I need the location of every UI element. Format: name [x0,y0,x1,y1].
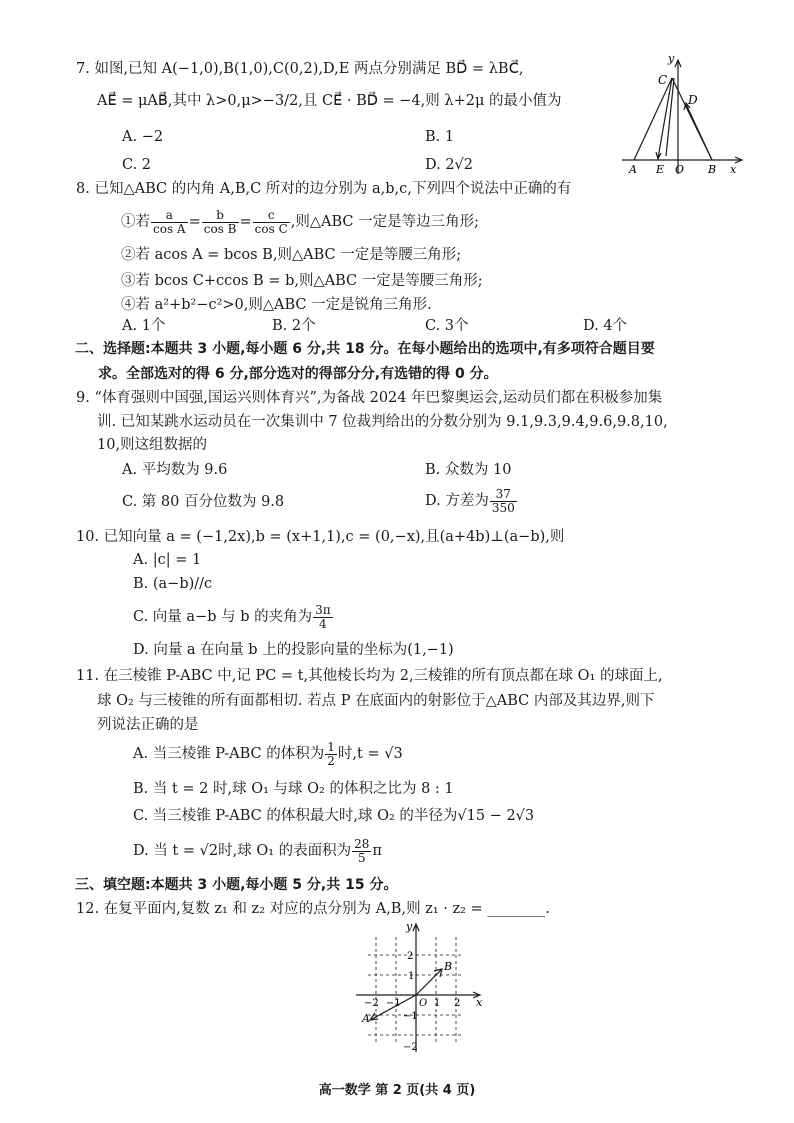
q8-option-d: D. 4个 [583,318,628,334]
q8-s1-frac-c: $\frac{c}{\text{cos C}}$ [254,207,288,236]
q9-line3: 10,则这组数据的 [97,437,208,453]
q8-option-b: B. 2个 [272,318,316,334]
section2-header-line2: 求。全部选对的得 6 分,部分选对的得部分分,有选错的得 0 分。 [98,366,498,382]
page-footer: 高一数学 第 2 页(共 4 页) [318,1083,476,1098]
q7-line2: AE⃗ = μAB⃗,其中 λ>0,μ>−3/2,且 CE⃗ · BD⃗ = −4,则 λ+2μ 的最小值为 [97,93,562,109]
q9-option-d: D. 方差为 $\frac{37}{350}$ [425,486,515,515]
q12-fig-tick-x2: 2 [454,998,461,1009]
q10-line1: 10. 已知向量 a = (−1,2x),b = (x+1,1),c = (0,−x),且(a+4b)⊥(a−b),则 [76,529,565,545]
q12-figure [350,922,500,1062]
q7-option-b: B. 1 [425,129,455,145]
q12-fig-label-x: x [476,996,483,1009]
q10-option-a: A. |c| = 1 [133,552,202,568]
q7-fig-label-x: x [730,163,737,176]
q11-option-b: B. 当 t = 2 时,球 O₁ 与球 O₂ 的体积之比为 8 : 1 [133,781,454,797]
q11-option-a-frac: $\frac{1}{2}$ [327,739,335,768]
q7-fig-label-y: y [668,56,675,65]
q7-fig-label-o: O [675,163,685,176]
q12-fig-label-b: B [444,960,453,973]
q11-line3: 列说法正确的是 [97,717,199,733]
q9-line2: 训. 已知某跳水运动员在一次集训中 7 位裁判给出的分数分别为 9.1,9.3,9.4,9.6,9.8,10, [97,414,668,430]
q8-s1-prefix: ①若 [121,214,150,230]
q7-fig-label-c: C [658,73,668,87]
q12-fig-tick-x1: 1 [434,998,441,1009]
q11-line2: 球 O₂ 与三棱锥的所有面都相切. 若点 P 在底面内的射影位于△ABC 内部及其边界,则下 [97,693,655,709]
q11-option-d-frac: $\frac{28}{5}$ [354,836,370,865]
q11-option-a: A. 当三棱锥 P-ABC 的体积为 $\frac{1}{2}$ 时,t = √3 [133,739,403,768]
q11-option-d: D. 当 t = √2时,球 O₁ 的表面积为 $\frac{28}{5}$ π [133,836,382,865]
q12-fig-tick-y2: 2 [407,951,414,962]
q11-line1: 11. 在三棱锥 P-ABC 中,记 PC = t,其他棱长均为 2,三棱锥的所有顶点都在球 O₁ 的球面上, [76,668,663,684]
q11-option-c: C. 当三棱锥 P-ABC 的体积最大时,球 O₂ 的半径为√15 − 2√3 [133,808,535,824]
q7-option-c: C. 2 [122,157,152,173]
q12-fig-label-o: O [419,998,428,1009]
section3-header: 三、填空题:本题共 3 小题,每小题 5 分,共 15 分。 [75,877,398,893]
q8-option-c: C. 3个 [425,318,469,334]
q8-option-a: A. 1个 [122,318,166,334]
q9-option-b: B. 众数为 10 [425,462,512,478]
q7-fig-label-b: B [708,163,717,176]
q12-line1: 12. 在复平面内,复数 z₁ 和 z₂ 对应的点分别为 A,B,则 z₁ · z₂ = ________. [76,901,550,917]
q12-fig-label-a: A [362,1012,370,1025]
q8-statement-4: ④若 a²+b²−c²>0,则△ABC 一定是锐角三角形. [121,297,432,313]
q12-fig-tick-y1: 1 [408,971,415,982]
q8-statement-3: ③若 bcos C+ccos B = b,则△ABC 一定是等腰三角形; [121,273,483,289]
q7-fig-label-a: A [629,163,637,176]
q10-option-b: B. (a−b)//c [133,576,213,592]
q7-figure [620,56,745,180]
q9-option-c: C. 第 80 百分位数为 9.8 [122,494,285,510]
q7-line1: 7. 如图,已知 A(−1,0),B(1,0),C(0,2),D,E 两点分别满足 BD⃗ = λBC⃗, [76,61,524,77]
q9-option-a: A. 平均数为 9.6 [122,462,228,478]
q8-statement-2: ②若 acos A = bcos B,则△ABC 一定是等腰三角形; [121,247,462,263]
q10-option-d: D. 向量 a 在向量 b 上的投影向量的坐标为(1,−1) [133,642,454,658]
q12-fig-tick-ym1: −1 [403,1011,418,1022]
q9-line1: 9. “体育强则中国强,国运兴则体育兴”,为备战 2024 年巴黎奥运会,运动员们都在积极参加集 [76,390,663,406]
q9-option-d-frac: $\frac{37}{350}$ [491,486,515,515]
q8-s1-frac-a: $\frac{a}{\text{cos A}}$ [153,207,186,236]
q8-statement-1: ①若 $\frac{a}{\text{cos A}}$ = $\frac{b}{\text{cos B}}$ = $\frac{c}{\text{cos C}}$ ,则△ABC 一定是等边三角形; [121,207,480,236]
q12-fig-tick-xm2: −2 [364,998,379,1009]
q10-option-c-frac: $\frac{3\pi}{4}$ [315,602,331,631]
q8-s1-suffix: ,则△ABC 一定是等边三角形; [290,214,480,230]
q12-fig-tick-ym2: −2 [403,1042,418,1053]
q10-option-c: C. 向量 a−b 与 b 的夹角为 $\frac{3\pi}{4}$ [133,602,331,631]
q12-fig-tick-xm1: −1 [386,998,401,1009]
q8-line1: 8. 已知△ABC 的内角 A,B,C 所对的边分别为 a,b,c,下列四个说法中正确的有 [76,181,572,197]
q7-fig-label-d: D [688,93,698,107]
q7-option-a: A. −2 [122,129,164,145]
q8-s1-frac-b: $\frac{b}{\text{cos B}}$ [203,207,237,236]
q7-fig-label-e: E [656,163,665,176]
q12-fig-label-y: y [406,922,413,933]
section2-header-line1: 二、选择题:本题共 3 小题,每小题 6 分,共 18 分。在每小题给出的选项中,有多项符合题目要 [75,341,655,357]
q7-option-d: D. 2√2 [425,157,474,173]
